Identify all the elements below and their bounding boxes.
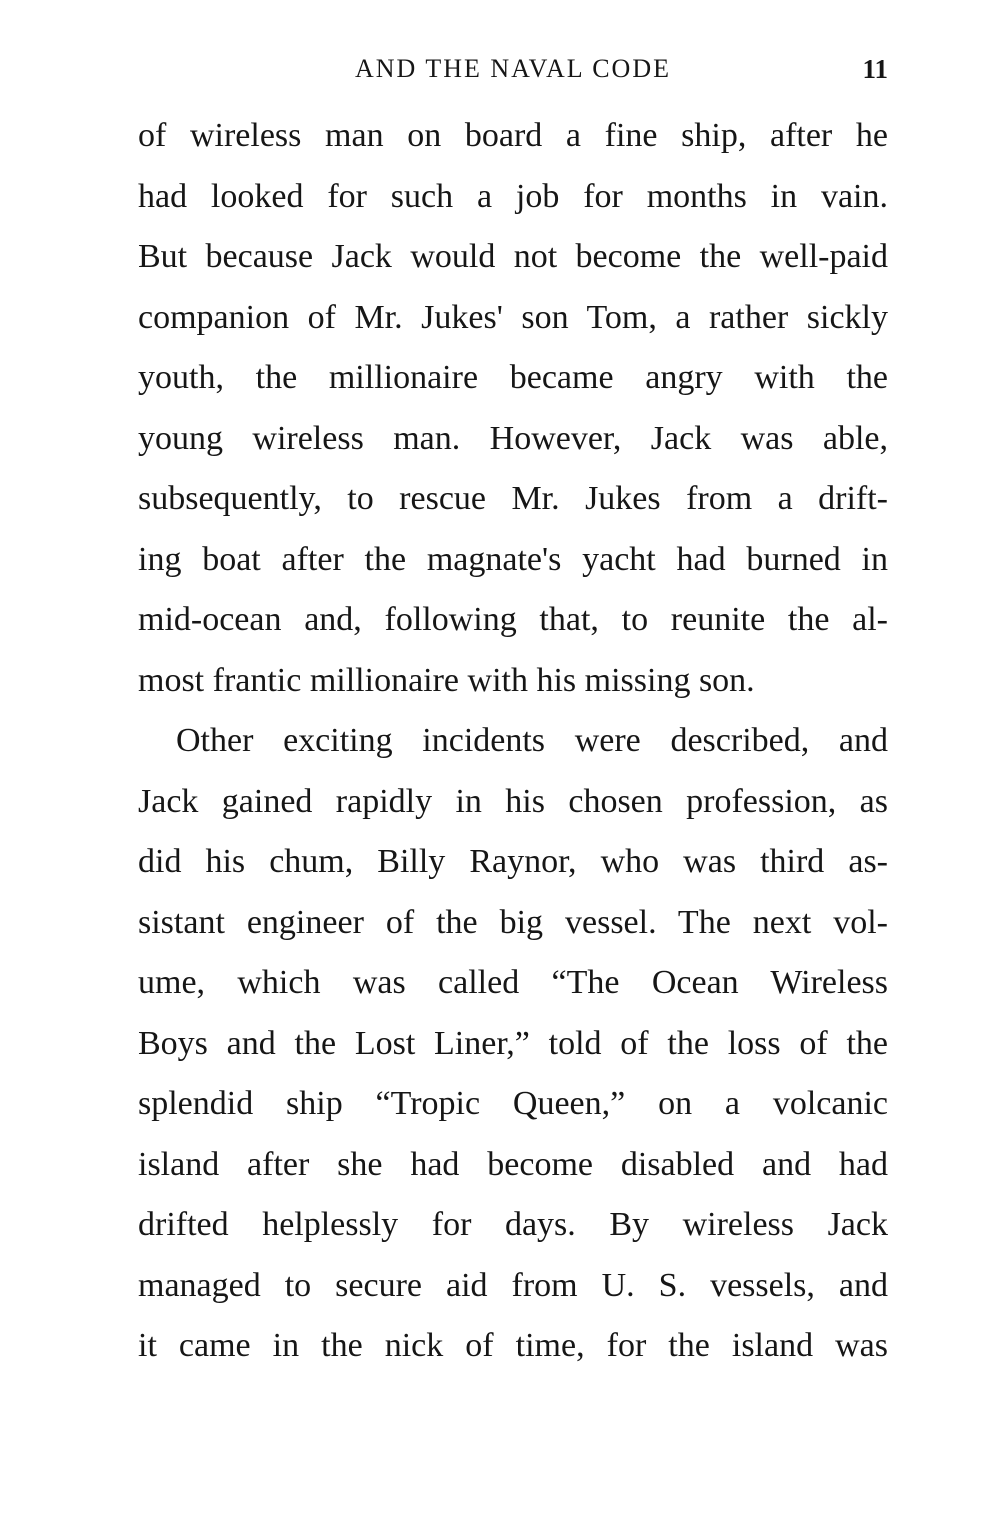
- running-title: AND THE NAVAL CODE: [355, 54, 671, 83]
- text-line: most frantic millionaire with his missing son.: [138, 661, 755, 699]
- text-line: But because Jack would not become the well-paid: [138, 238, 888, 275]
- page-number: 11: [862, 54, 888, 84]
- text-line: it came in the nick of time, for the island was: [138, 1327, 888, 1364]
- paragraph-2: [138, 711, 888, 1377]
- text-line: island after she had become disabled and had: [138, 1145, 888, 1183]
- text-line: subsequently, to rescue Mr. Jukes from a drift-: [138, 480, 888, 517]
- text-line: ing boat after the magnate's yacht had burned in: [138, 540, 888, 578]
- text-line: Other exciting incidents were described, and: [176, 722, 888, 759]
- text-line: young wireless man. However, Jack was able,: [138, 419, 888, 457]
- text-line: managed to secure aid from U. S. vessels, and: [138, 1266, 888, 1304]
- text-line: drifted helplessly for days. By wireless Jack: [138, 1206, 888, 1243]
- text-line: Boys and the Lost Liner,” told of the loss of the: [138, 1024, 888, 1062]
- text-line: did his chum, Billy Raynor, who was third as-: [138, 843, 888, 880]
- running-header: [138, 49, 888, 89]
- text-line: had looked for such a job for months in vain.: [138, 177, 888, 215]
- text-line: splendid ship “Tropic Queen,” on a volcanic: [138, 1085, 888, 1122]
- text-line: ume, which was called “The Ocean Wireless: [138, 964, 888, 1001]
- text-line: sistant engineer of the big vessel. The next vol-: [138, 903, 888, 941]
- text-line: mid-ocean and, following that, to reunite the al-: [138, 601, 888, 638]
- paragraph-1: [138, 106, 888, 711]
- text-line: Jack gained rapidly in his chosen profession, as: [138, 782, 888, 820]
- text-line: of wireless man on board a fine ship, after he: [138, 117, 888, 154]
- body-text: [138, 106, 888, 1377]
- text-line: youth, the millionaire became angry with the: [138, 359, 888, 396]
- text-line: companion of Mr. Jukes' son Tom, a rather sickly: [138, 298, 888, 336]
